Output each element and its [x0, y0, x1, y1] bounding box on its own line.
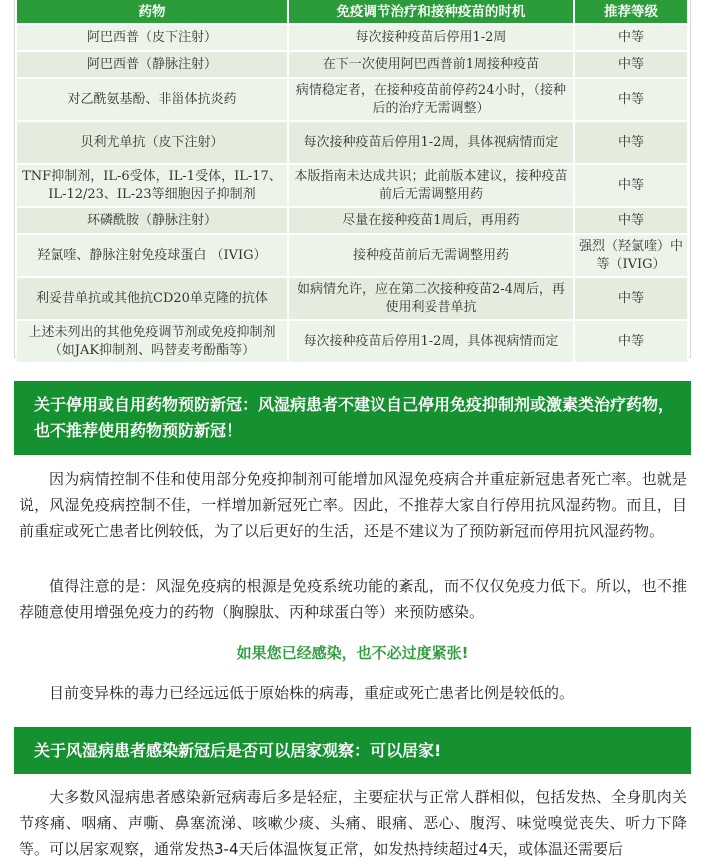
banner-text: 关于停用或自用药物预防新冠：风湿病患者不建议自己停用免疫抑制剂或激素类治疗药物，也不推荐使用药物预防新冠！ [34, 395, 675, 440]
cell-timing: 接种疫苗前后无需调整用药 [289, 235, 575, 278]
cell-grade: 中等 [575, 165, 689, 208]
cell-timing: 如病情允许，应在第二次接种疫苗2-4周后，再使用利妥昔单抗 [289, 278, 575, 321]
medication-table-container [14, 0, 691, 358]
table-header-row [17, 0, 689, 25]
table-row [17, 208, 689, 235]
cell-drug: TNF抑制剂，IL-6受体，IL-1受体，IL-17、IL-12/23、IL-23等细胞因子抑制剂 [17, 165, 289, 208]
cell-grade: 中等 [575, 25, 689, 52]
table-row [17, 25, 689, 52]
cell-drug: 羟氯喹、静脉注射免疫球蛋白 （IVIG） [17, 235, 289, 278]
cell-drug: 阿巴西普（皮下注射） [17, 25, 289, 52]
paragraph-immune-disorder: 值得注意的是：风湿免疫病的根源是免疫系统功能的紊乱，而不仅仅免疫力低下。所以，也不推荐随意使用增强免疫力的药物（胸腺肽、丙种球蛋白等）来预防感染。 [19, 577, 687, 621]
cell-grade: 中等 [575, 52, 689, 79]
cell-timing: 病情稳定者，在接种疫苗前停药24小时，（接种后的治疗无需调整） [289, 79, 575, 122]
header-timing: 免疫调节治疗和接种疫苗的时机 [289, 0, 575, 25]
cell-grade: 中等 [575, 278, 689, 321]
cell-timing: 本版指南未达成共识；此前版本建议，接种疫苗前后无需调整用药 [289, 165, 575, 208]
cell-grade: 中等 [575, 79, 689, 122]
cell-drug: 阿巴西普（静脉注射） [17, 52, 289, 79]
cell-grade: 中等 [575, 122, 689, 165]
table-row [17, 122, 689, 165]
header-drug: 药物 [17, 0, 289, 25]
cell-grade: 中等 [575, 321, 689, 364]
table-row [17, 52, 689, 79]
banner-text: 关于风湿病患者感染新冠后是否可以居家观察：可以居家! [34, 740, 442, 760]
table-row [17, 165, 689, 208]
paragraph-medication-control: 因为病情控制不佳和使用部分免疫抑制剂可能增加风湿免疫病合并重症新冠患者死亡率。也就是说，风湿免疫病控制不佳，一样增加新冠死亡率。因此，不推荐大家自行停用抗风湿药物。而且，目前重症或死亡患者比例较低，为了以后更好的生活，还是不建议为了预防新冠而停用抗风湿药物。 [19, 470, 687, 540]
cell-drug: 环磷酰胺（静脉注射） [17, 208, 289, 235]
cell-drug: 对乙酰氨基酚、非甾体抗炎药 [17, 79, 289, 122]
table-row [17, 79, 689, 122]
cell-timing: 尽量在接种疫苗1周后，再用药 [289, 208, 575, 235]
medication-table [17, 0, 689, 364]
section-banner-home-observation [14, 727, 691, 774]
table-row [17, 235, 689, 278]
header-grade: 推荐等级 [575, 0, 689, 25]
cell-grade: 强烈（羟氯喹）中等（IVIG） [575, 235, 689, 278]
paragraph-variant-virulence: 目前变异株的毒力已经远远低于原始株的病毒，重症或死亡患者比例是较低的。 [49, 684, 575, 702]
section-banner-stop-medication [14, 381, 691, 455]
highlight-dont-panic: 如果您已经感染，也不必过度紧张! [236, 644, 469, 662]
cell-timing: 每次接种疫苗后停用1-2周，具体视病情而定 [289, 321, 575, 364]
cell-grade: 中等 [575, 208, 689, 235]
cell-drug: 上述未列出的其他免疫调节剂或免疫抑制剂（如JAK抑制剂、吗替麦考酚酯等） [17, 321, 289, 364]
cell-timing: 每次接种疫苗后停用1-2周，具体视病情而定 [289, 122, 575, 165]
paragraph-mild-symptoms: 大多数风湿病患者感染新冠病毒后多是轻症，主要症状与正常人群相似，包括发热、全身肌肉关节疼痛、咽痛、声嘶、鼻塞流涕、咳嗽少痰、头痛、眼痛、恶心、腹泻、味觉嗅觉丧失、听力下降等。可以居家观察，通常发热3-4天后体温恢复正常，如发热持续超过4天，或体温还需要后 [19, 788, 687, 858]
cell-drug: 贝利尤单抗（皮下注射） [17, 122, 289, 165]
table-row [17, 278, 689, 321]
cell-timing: 每次接种疫苗后停用1-2周 [289, 25, 575, 52]
table-row [17, 321, 689, 364]
cell-drug: 利妥昔单抗或其他抗CD20单克隆的抗体 [17, 278, 289, 321]
cell-timing: 在下一次使用阿巴西普前1周接种疫苗 [289, 52, 575, 79]
